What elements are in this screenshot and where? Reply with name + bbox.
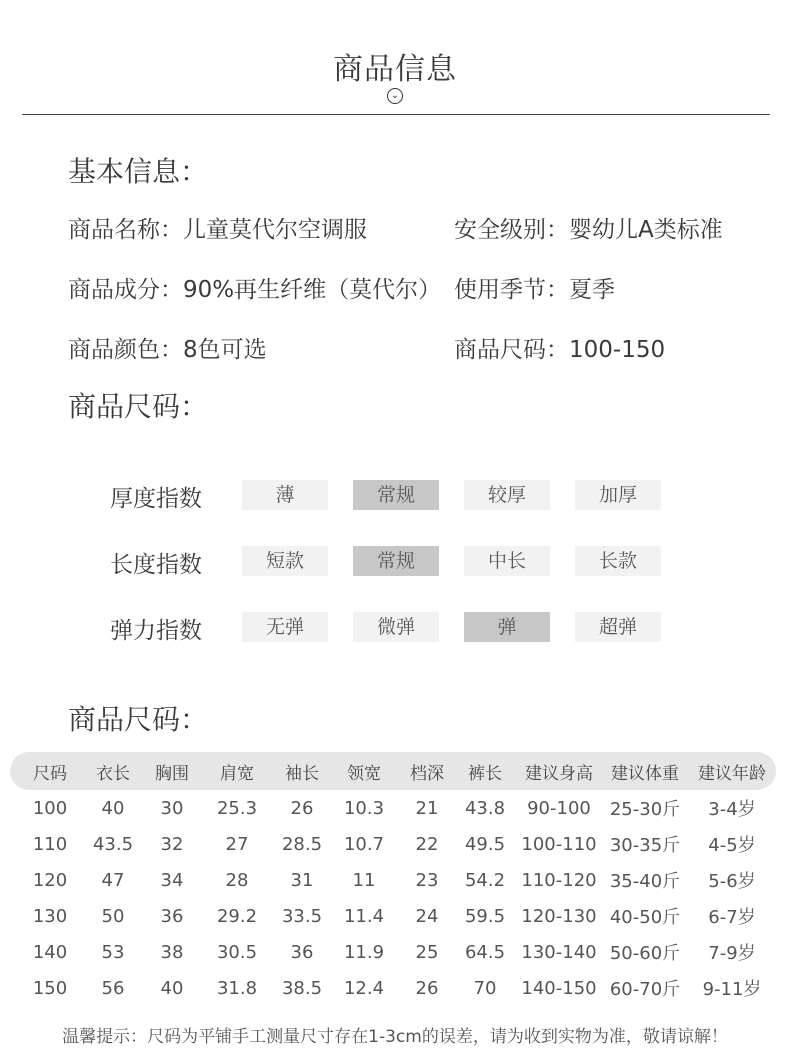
table-cell: 30.5	[216, 941, 258, 963]
table-cell: 40	[160, 977, 184, 999]
product-composition: 商品成分：90%再生纤维（莫代尔）	[68, 277, 442, 303]
table-cell: 5-6岁	[708, 871, 756, 892]
table-cell: 25	[415, 941, 439, 963]
table-cell: 7-9岁	[708, 943, 756, 964]
table-row	[18, 898, 778, 934]
table-row	[18, 934, 778, 970]
thickness-option-thicker: 较厚	[464, 480, 550, 510]
table-cell: 27	[225, 833, 249, 855]
table-cell: 130-140	[521, 941, 597, 963]
table-header-row	[18, 752, 778, 790]
table-cell: 47	[101, 869, 125, 891]
thickness-index-label: 厚度指数	[110, 486, 202, 512]
table-cell: 30	[160, 797, 184, 819]
column-header: 建议年龄	[698, 763, 766, 784]
season: 使用季节：夏季	[454, 277, 615, 303]
table-cell: 11.4	[343, 905, 385, 927]
table-cell: 120	[32, 869, 68, 891]
table-cell: 64.5	[464, 941, 506, 963]
table-cell: 23	[415, 869, 439, 891]
table-cell: 31	[290, 869, 314, 891]
table-cell: 40	[101, 797, 125, 819]
table-cell: 31.8	[216, 977, 258, 999]
size-table-heading: 商品尺码：	[68, 703, 209, 736]
length-option-regular: 常规	[353, 546, 439, 576]
table-cell: 54.2	[464, 869, 506, 891]
column-header: 袖长	[285, 763, 319, 784]
page-title: 商品信息	[333, 52, 457, 87]
table-cell: 24	[415, 905, 439, 927]
table-cell: 49.5	[464, 833, 506, 855]
table-cell: 38.5	[281, 977, 323, 999]
table-cell: 32	[160, 833, 184, 855]
table-cell: 10.7	[343, 833, 385, 855]
table-cell: 60-70斤	[609, 979, 681, 1000]
table-row	[18, 790, 778, 826]
length-option-mid: 中长	[464, 546, 550, 576]
title-divider	[22, 114, 770, 115]
table-cell: 140	[32, 941, 68, 963]
table-cell: 40-50斤	[609, 907, 681, 928]
column-header: 建议体重	[611, 763, 679, 784]
table-cell: 12.4	[343, 977, 385, 999]
table-cell: 25-30斤	[609, 799, 681, 820]
table-cell: 36	[160, 905, 184, 927]
table-cell: 26	[415, 977, 439, 999]
elasticity-option-super: 超弹	[575, 612, 661, 642]
column-header: 领宽	[347, 763, 381, 784]
elasticity-option-slight: 微弹	[353, 612, 439, 642]
table-cell: 25.3	[216, 797, 258, 819]
column-header: 胸围	[155, 763, 189, 784]
table-row	[18, 862, 778, 898]
table-cell: 43.5	[92, 833, 134, 855]
basic-info-heading: 基本信息：	[68, 155, 209, 188]
table-cell: 34	[160, 869, 184, 891]
index-heading: 商品尺码：	[68, 390, 209, 423]
product-colors: 商品颜色：8色可选	[68, 337, 267, 363]
table-cell: 33.5	[281, 905, 323, 927]
column-header: 肩宽	[220, 763, 254, 784]
column-header: 裤长	[468, 763, 502, 784]
table-cell: 29.2	[216, 905, 258, 927]
table-cell: 21	[415, 797, 439, 819]
table-cell: 11.9	[343, 941, 385, 963]
table-cell: 6-7岁	[708, 907, 756, 928]
table-cell: 100-110	[521, 833, 597, 855]
table-row	[18, 826, 778, 862]
table-cell: 11	[352, 869, 376, 891]
table-cell: 130	[32, 905, 68, 927]
table-cell: 30-35斤	[609, 835, 681, 856]
table-cell: 28.5	[281, 833, 323, 855]
table-cell: 28	[225, 869, 249, 891]
table-cell: 22	[415, 833, 439, 855]
table-cell: 100	[32, 797, 68, 819]
elasticity-index-label: 弹力指数	[110, 618, 202, 644]
table-cell: 43.8	[464, 797, 506, 819]
table-cell: 38	[160, 941, 184, 963]
table-cell: 90-100	[527, 797, 591, 819]
thickness-option-extra-thick: 加厚	[575, 480, 661, 510]
elasticity-option-stretch: 弹	[464, 612, 550, 642]
size-table	[18, 752, 778, 1006]
table-cell: 140-150	[521, 977, 597, 999]
column-header: 档深	[410, 763, 444, 784]
column-header: 衣长	[96, 763, 130, 784]
table-cell: 3-4岁	[708, 799, 756, 820]
table-cell: 35-40斤	[609, 871, 681, 892]
length-index-label: 长度指数	[110, 552, 202, 578]
table-cell: 50	[101, 905, 125, 927]
measurement-note: 温馨提示：尺码为平铺手工测量尺寸存在1-3cm的误差，请为收到实物为准，敬请谅解！	[62, 1027, 728, 1047]
table-cell: 4-5岁	[708, 835, 756, 856]
table-cell: 110-120	[521, 869, 597, 891]
table-cell: 26	[290, 797, 314, 819]
thickness-option-regular: 常规	[353, 480, 439, 510]
product-name: 商品名称：儿童莫代尔空调服	[68, 217, 367, 243]
table-cell: 9-11岁	[702, 979, 762, 1000]
table-cell: 150	[32, 977, 68, 999]
length-option-long: 长款	[575, 546, 661, 576]
column-header: 尺码	[33, 763, 67, 784]
table-cell: 59.5	[464, 905, 506, 927]
table-cell: 10.3	[343, 797, 385, 819]
table-cell: 120-130	[521, 905, 597, 927]
table-cell: 110	[32, 833, 68, 855]
safety-level: 安全级别：婴幼儿A类标准	[454, 217, 723, 243]
table-cell: 70	[473, 977, 497, 999]
length-option-short: 短款	[242, 546, 328, 576]
table-cell: 50-60斤	[609, 943, 681, 964]
chevron-down-circle-icon: ⌄	[387, 88, 403, 104]
column-header: 建议身高	[525, 763, 593, 784]
table-row	[18, 970, 778, 1006]
table-cell: 36	[290, 941, 314, 963]
product-sizes: 商品尺码：100-150	[454, 337, 666, 363]
elasticity-option-none: 无弹	[242, 612, 328, 642]
table-cell: 53	[101, 941, 125, 963]
thickness-option-thin: 薄	[242, 480, 328, 510]
table-cell: 56	[101, 977, 125, 999]
